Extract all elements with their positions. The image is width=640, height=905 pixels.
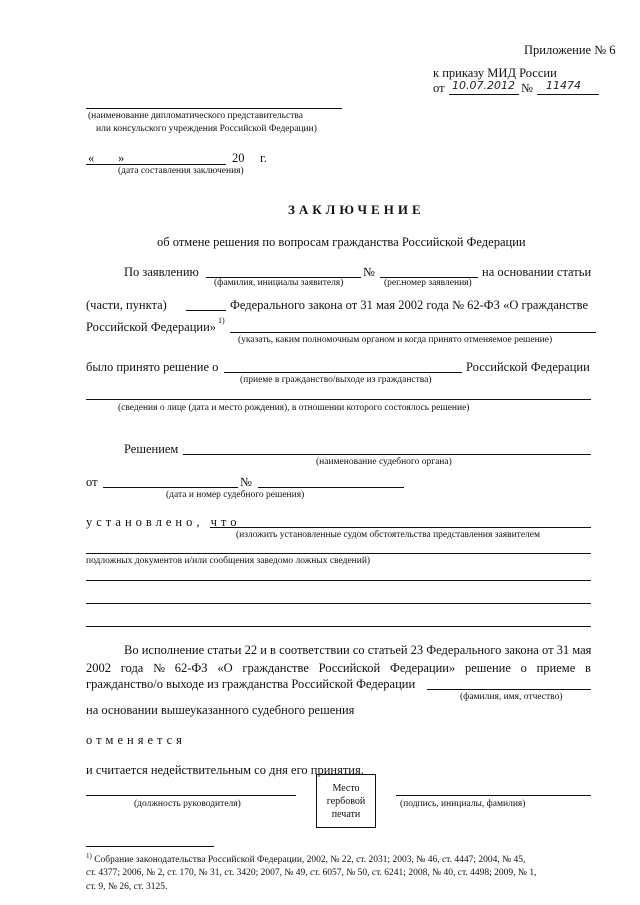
application-number-sign: № <box>363 265 375 279</box>
execution-word: 62-ФЗ <box>174 661 208 675</box>
execution-word: «О <box>217 661 233 675</box>
date-year-suffix: г. <box>260 151 267 165</box>
application-reg-caption: (рег.номер заявления) <box>384 278 472 288</box>
stamp-line-2: гербовой <box>326 795 366 807</box>
fio-caption: (фамилия, имя, отчество) <box>460 692 563 702</box>
footnote-text-1: Собрание законодательства Российской Федерации, 2002, № 22, ст. 2031; 2003, № 46, ст. 4447; 2004, № 45, <box>94 855 526 866</box>
stamp-line-3: печати <box>331 808 361 820</box>
signature-caption: (подпись, инициалы, фамилия) <box>400 799 526 809</box>
footnote-separator <box>86 846 214 847</box>
institution-caption-1: (наименование дипломатического представительства <box>88 111 303 121</box>
execution-line-4: на основании вышеуказанного судебного решения <box>86 703 355 717</box>
established-line-1 <box>210 527 591 528</box>
execution-line-1: Во исполнение статьи 22 и в соответствии со статьей 23 Федерального закона от 31 мая <box>124 643 592 657</box>
law-part-line <box>186 310 226 311</box>
court-number-sign: № <box>240 475 252 489</box>
court-from-label: от <box>86 475 98 489</box>
execution-word: № <box>153 661 166 675</box>
execution-line-3: гражданство/о выходе из гражданства Российской Федерации <box>86 677 416 691</box>
order-number-handwritten: 11474 <box>546 79 581 92</box>
order-number-sign: № <box>521 81 533 95</box>
decision-type-line <box>224 372 462 373</box>
decision-type-caption: (приеме в гражданство/выходе из гражданства) <box>240 375 432 385</box>
person-caption: (сведения о лице (дата и место рождения), в отношении которого состоялось решение) <box>118 403 470 413</box>
institution-line <box>86 108 342 109</box>
application-lead: По заявлению <box>124 265 199 279</box>
document-title: ЗАКЛЮЧЕНИЕ <box>288 202 425 217</box>
law-text-2: Российской Федерации» <box>86 320 217 334</box>
date-year: 20 <box>232 151 245 165</box>
established-lead: установлено, что <box>86 515 241 529</box>
execution-invalid: и считается недействительным со дня его принятия. <box>86 763 364 777</box>
position-caption: (должность руководителя) <box>134 799 241 809</box>
position-line <box>86 795 296 796</box>
document-subtitle: об отмене решения по вопросам гражданства Российской Федерации <box>157 235 526 249</box>
fio-line <box>427 689 591 690</box>
footnote-mark: 1) <box>86 852 92 860</box>
court-date-line <box>103 487 238 488</box>
signature-line <box>396 795 591 796</box>
execution-word: в <box>584 661 591 675</box>
order-date-prefix: от <box>433 81 445 95</box>
court-lead: Решением <box>124 442 179 456</box>
established-caption-1: (изложить установленные судом обстоятельства представления заявителем <box>236 530 540 540</box>
date-quote-open: « <box>88 151 95 165</box>
execution-word: года <box>120 661 144 675</box>
established-line-4 <box>86 603 591 604</box>
law-text: Федерального закона от 31 мая 2002 года № 62-ФЗ «О гражданстве <box>230 298 589 312</box>
order-line: к приказу МИД России <box>433 66 557 80</box>
established-line-3 <box>86 580 591 581</box>
court-name-caption: (наименование судебного органа) <box>316 457 452 467</box>
stamp-place-box <box>316 774 376 828</box>
date-line <box>86 164 226 165</box>
court-date-caption: (дата и номер судебного решения) <box>166 490 305 500</box>
execution-word: 2002 <box>86 661 111 675</box>
decision-lead: было принято решение о <box>86 360 219 374</box>
authority-line <box>230 332 596 333</box>
order-number-line <box>537 94 599 95</box>
person-line <box>86 399 591 400</box>
established-line-5 <box>86 626 591 627</box>
established-caption-2: подложных документов и/или сообщения заведомо ложных сведений) <box>86 556 371 566</box>
date-caption: (дата составления заключения) <box>118 166 244 176</box>
established-line-2 <box>86 553 591 554</box>
execution-word: Федерации» <box>389 661 456 675</box>
law-footnote-mark: 1) <box>218 316 225 325</box>
date-quote-close: » <box>118 151 125 165</box>
applicant-name-caption: (фамилия, инициалы заявителя) <box>214 278 344 288</box>
footnote-line-1 <box>86 853 525 866</box>
execution-word: гражданстве <box>242 661 309 675</box>
order-date-line <box>449 94 519 95</box>
law-part-label: (части, пункта) <box>86 298 167 312</box>
footnote-line-3: ст. 9, № 26, ст. 3125. <box>86 882 168 892</box>
order-date-handwritten: 10.07.2012 <box>452 79 515 92</box>
footnote-line-2: ст. 4377; 2006, № 2, ст. 170, № 31, ст. 3420; 2007, № 49, ст. 6057, № 50, ст. 6241; 2008, № 40, ст. 4498; 2009, № 1, <box>86 868 537 878</box>
execution-line-2 <box>86 662 591 675</box>
execution-word: решение <box>464 661 511 675</box>
execution-word: о <box>520 661 527 675</box>
execution-word: Российской <box>318 661 381 675</box>
court-number-line <box>258 487 404 488</box>
decision-tail: Российской Федерации <box>466 360 590 374</box>
application-tail: на основании статьи <box>482 265 592 279</box>
execution-word: приеме <box>536 661 576 675</box>
authority-caption: (указать, каким полномочным органом и когда принято отменяемое решение) <box>238 335 553 345</box>
appendix-label: Приложение № 6 <box>524 43 616 57</box>
court-name-line <box>183 454 591 455</box>
institution-caption-2: или консульского учреждения Российской Федерации) <box>96 124 317 134</box>
stamp-line-1: Место <box>332 782 360 794</box>
execution-cancel: отменяется <box>86 733 186 747</box>
